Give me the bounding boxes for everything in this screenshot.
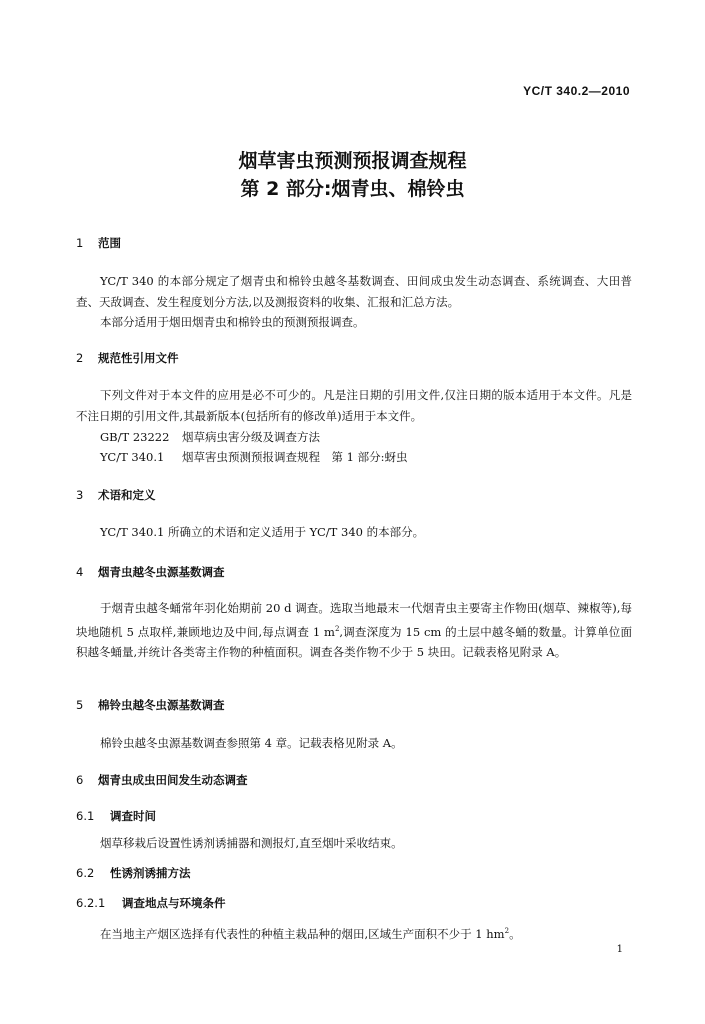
section-title: 术语和定义 (98, 488, 156, 502)
section-3-para-1: YC/T 340.1 所确立的术语和定义适用于 YC/T 340 的本部分。 (100, 525, 425, 539)
section-5-para-1: 棉铃虫越冬虫源基数调查参照第 4 章。记载表格见附录 A。 (100, 736, 403, 750)
superscript: 2 (334, 624, 340, 633)
section-number: 6 (76, 773, 84, 787)
para-text: ,调查深度为 15 cm 的土层中越冬蛹的数量。计算单位面积越冬蛹量,并统计各类寄主作物的种植面积。调查各类作物不少于 5 块田。记载表格见附录 A。 (76, 624, 632, 659)
section-title: 范围 (98, 236, 121, 250)
section-title: 棉铃虫越冬虫源基数调查 (98, 698, 225, 712)
section-number: 4 (76, 565, 84, 579)
reference-title: 烟草病虫害分级及调查方法 (182, 430, 320, 444)
section-number: 6.1 (76, 809, 95, 823)
reference-item (100, 429, 320, 445)
section-1-para-1: YC/T 340 的本部分规定了烟青虫和棉铃虫越冬基数调查、田间成虫发生动态调查、系统调查、大田普查、天敌调查、发生程度划分方法,以及测报资料的收集、汇报和汇总方法。 (76, 274, 632, 309)
section-number: 6.2.1 (76, 896, 106, 910)
section-2-para-1: 下列文件对于本文件的应用是必不可少的。凡是注日期的引用文件,仅注日期的版本适用于本文件。凡是不注日期的引用文件,其最新版本(包括所有的修改单)适用于本文件。 (76, 388, 632, 423)
section-number: 6.2 (76, 866, 95, 880)
section-title: 调查时间 (110, 809, 156, 823)
section-title: 烟青虫成虫田间发生动态调查 (98, 773, 248, 787)
reference-code: YC/T 340.1 (100, 450, 165, 464)
section-6-2-1-para-1 (76, 921, 632, 944)
superscript: 2 (504, 927, 510, 935)
section-title: 调查地点与环境条件 (122, 896, 226, 910)
section-number: 5 (76, 698, 84, 712)
standard-code: YC/T 340.2—2010 (523, 84, 630, 98)
section-5-heading (76, 697, 225, 713)
section-6-1-para-1: 烟草移栽后设置性诱剂诱捕器和测报灯,直至烟叶采收结束。 (100, 836, 403, 850)
document-subtitle: 第 2 部分:烟青虫、棉铃虫 (240, 178, 465, 200)
section-number: 1 (76, 236, 84, 250)
section-title: 性诱剂诱捕方法 (110, 866, 191, 880)
section-6-heading (76, 772, 248, 788)
reference-item (100, 449, 408, 465)
reference-title: 烟草害虫预测预报调查规程 第 1 部分:蚜虫 (182, 450, 408, 464)
para-text: 于烟青虫越冬蛹常年羽化始期前 20 d 调查。选取当地最末一代烟青虫主要寄主作物田(烟草、辣椒等),每块地随机 5 点取样,兼顾地边及中间,每点调查 1 m (76, 601, 632, 639)
para-text: 在当地主产烟区选择有代表性的种植主栽品种的烟田,区域生产面积不少于 1 hm (100, 926, 505, 941)
section-1-heading (76, 235, 121, 251)
document-title: 烟草害虫预测预报调查规程 (238, 150, 467, 172)
page-number: 1 (616, 944, 623, 955)
section-3-heading (76, 487, 156, 503)
section-2-heading (76, 350, 179, 366)
section-6-2-1-heading (76, 895, 226, 911)
section-6-2-heading (76, 865, 191, 881)
section-title: 烟青虫越冬虫源基数调查 (98, 565, 225, 579)
reference-code: GB/T 23222 (100, 430, 170, 444)
section-1-para-2: 本部分适用于烟田烟青虫和棉铃虫的预测预报调查。 (100, 315, 365, 329)
section-number: 2 (76, 351, 84, 365)
section-number: 3 (76, 488, 84, 502)
section-4-heading (76, 564, 225, 580)
section-title: 规范性引用文件 (98, 351, 179, 365)
section-4-para-1 (76, 598, 632, 662)
section-6-1-heading (76, 808, 156, 824)
para-text: 。 (509, 926, 521, 941)
